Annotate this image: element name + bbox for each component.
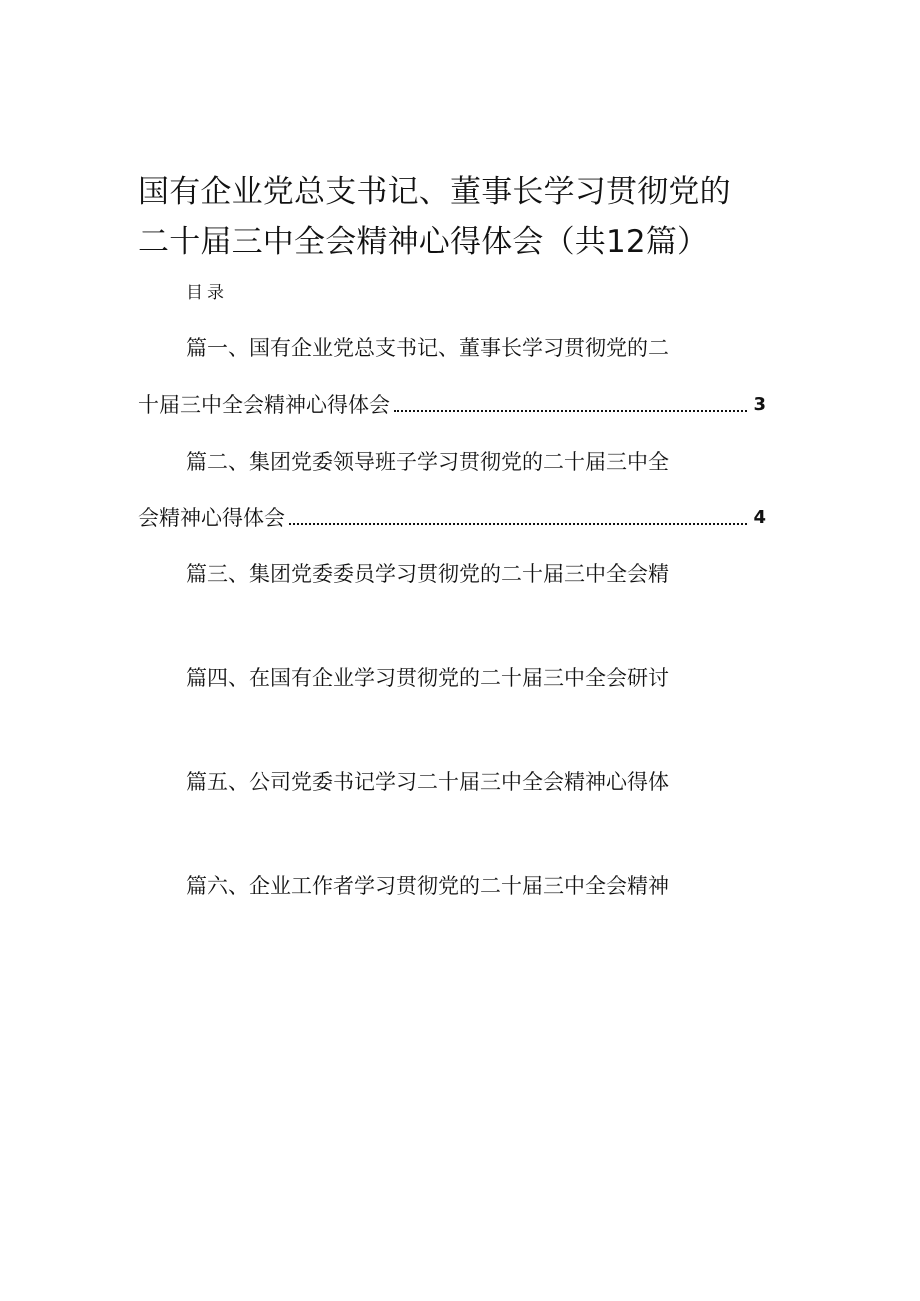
toc-entry-1-continuation[interactable] bbox=[138, 390, 766, 420]
toc-entry-4-title-line[interactable]: 篇四、在国有企业学习贯彻党的二十届三中全会研讨 bbox=[186, 666, 669, 690]
toc-entry-1-title-continuation: 十届三中全会精神心得体会 bbox=[138, 393, 390, 417]
toc-entry-2-title-line[interactable]: 篇二、集团党委领导班子学习贯彻党的二十届三中全 bbox=[186, 450, 669, 474]
toc-heading: 目录 bbox=[186, 283, 228, 303]
toc-entry-2-page-number: 4 bbox=[753, 507, 766, 528]
title-line-1: 国有企业党总支书记、董事长学习贯彻党的 bbox=[138, 173, 731, 210]
dot-leader bbox=[289, 523, 747, 525]
document-title bbox=[138, 167, 798, 267]
toc-entry-2-title-continuation: 会精神心得体会 bbox=[138, 506, 285, 530]
title-line-2: 二十届三中全会精神心得体会（共12篇） bbox=[138, 223, 709, 260]
toc-entry-6-title-line[interactable]: 篇六、企业工作者学习贯彻党的二十届三中全会精神 bbox=[186, 874, 669, 898]
toc-entry-3-title-line[interactable]: 篇三、集团党委委员学习贯彻党的二十届三中全会精 bbox=[186, 562, 669, 586]
toc-entry-2-continuation[interactable] bbox=[138, 503, 766, 533]
dot-leader bbox=[394, 410, 747, 412]
toc-entry-5-title-line[interactable]: 篇五、公司党委书记学习二十届三中全会精神心得体 bbox=[186, 770, 669, 794]
toc-entry-1-title-line[interactable]: 篇一、国有企业党总支书记、董事长学习贯彻党的二 bbox=[186, 336, 669, 360]
toc-entry-1-page-number: 3 bbox=[753, 394, 766, 415]
